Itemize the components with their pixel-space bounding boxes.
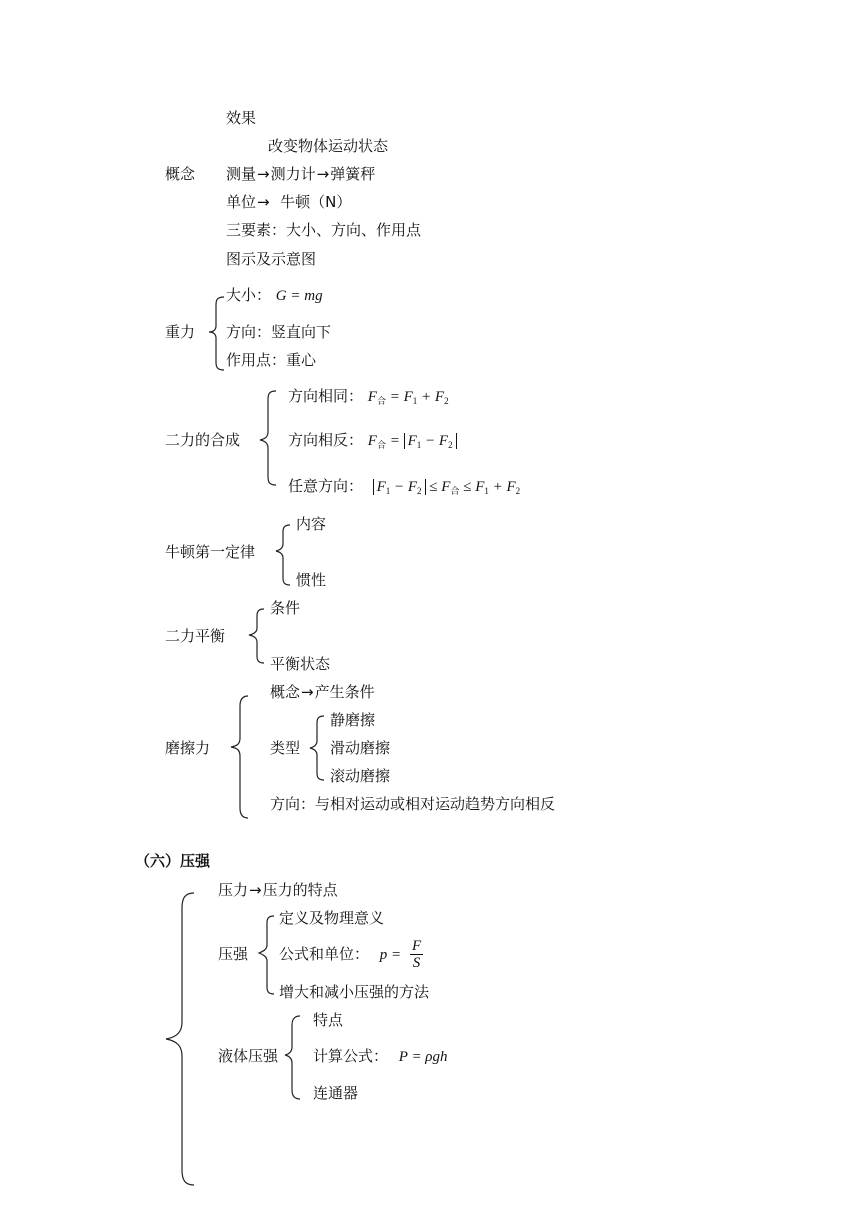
equilibrium-label: 二力平衡 [165, 627, 226, 645]
friction-concept-line [270, 683, 375, 701]
gravity-formula: G = mg [275, 288, 323, 304]
formula-opposite: $F_合 = F_1 - F_2$ [368, 433, 457, 449]
unit-label: 单位 [226, 193, 257, 211]
pressure-formula-lhs: p = [379, 947, 402, 963]
any-direction-label: 任意方向： [288, 477, 364, 495]
pressure-label: 压强 [218, 945, 249, 963]
gravity-size [226, 286, 323, 305]
friction-condition: 产生条件 [314, 683, 375, 701]
arrow-right-icon: → [249, 881, 262, 899]
fraction-numerator: F [411, 938, 422, 954]
arrow-right-icon: → [301, 683, 314, 701]
gravity-label: 重力 [165, 323, 196, 341]
measure-example: 弹簧秤 [330, 165, 376, 183]
effect-label: 效果 [226, 109, 257, 127]
pressure-formula-line [279, 936, 423, 973]
equilibrium-condition: 条件 [270, 599, 301, 617]
arrow-right-icon: → [257, 193, 270, 211]
composition-label: 二力的合成 [165, 431, 241, 449]
opposite-direction-line [288, 431, 457, 454]
formula-same: $F_合 = F_1 + F_2$ [367, 389, 449, 406]
concept-label: 概念 [165, 165, 196, 183]
equilibrium-state: 平衡状态 [270, 655, 331, 673]
brace-friction-type [310, 716, 324, 780]
liquid-formula: P = ρgh [398, 1049, 448, 1065]
pressure-formula-label: 公式和单位： [279, 945, 370, 963]
any-direction-line [288, 477, 520, 500]
formula-any: $F_1 - F_2 \le F_合 \le F_1 + F_2$ [373, 479, 521, 495]
friction-sliding: 滑动磨擦 [330, 739, 391, 757]
pressure-section-heading: （六）压强 [135, 852, 211, 870]
same-direction-line [288, 387, 449, 410]
pressure-force-feature: 压力的特点 [262, 881, 338, 899]
pressure-force-label: 压力 [218, 881, 249, 899]
brace-newton [276, 525, 290, 585]
pressure-definition: 定义及物理意义 [279, 909, 385, 927]
brace-equilibrium [249, 609, 264, 663]
measure-tool: 测力计 [270, 165, 316, 183]
same-direction-label: 方向相同： [288, 387, 364, 405]
newton-inertia: 惯性 [296, 571, 327, 589]
fraction-denominator: S [412, 955, 421, 971]
friction-rolling: 滚动磨擦 [330, 767, 391, 785]
pressure-change-methods: 增大和减小压强的方法 [279, 983, 430, 1001]
measure-label: 测量 [226, 165, 257, 183]
friction-type-label: 类型 [270, 739, 301, 757]
gravity-point: 作用点：重心 [226, 351, 317, 369]
friction-label: 磨擦力 [165, 739, 211, 757]
arrow-right-icon: → [257, 165, 270, 183]
brace-friction [231, 696, 248, 818]
liquid-connector: 连通器 [313, 1084, 359, 1102]
friction-direction: 方向：与相对运动或相对运动趋势方向相反 [270, 795, 556, 813]
diagram-item: 图示及示意图 [226, 250, 317, 268]
measure-line [226, 165, 375, 183]
brace-pressure [259, 916, 274, 994]
gravity-direction: 方向：竖直向下 [226, 323, 332, 341]
arrow-right-icon: → [316, 165, 330, 183]
liquid-formula-label: 计算公式： [313, 1047, 389, 1065]
liquid-feature: 特点 [313, 1011, 344, 1029]
pressure-fraction [410, 938, 423, 971]
gravity-size-label: 大小： [226, 286, 272, 304]
friction-concept: 概念 [270, 683, 301, 701]
brace-composition [260, 391, 276, 485]
opposite-direction-label: 方向相反： [288, 431, 364, 449]
friction-static: 静磨擦 [330, 711, 376, 729]
brace-gravity [209, 297, 224, 370]
unit-value: 牛顿（N） [280, 193, 352, 211]
newton-first-label: 牛顿第一定律 [165, 543, 256, 561]
liquid-formula-line [313, 1047, 448, 1066]
pressure-force-line [218, 881, 338, 899]
newton-content: 内容 [296, 515, 327, 533]
unit-line [226, 193, 351, 211]
brace-pressure-section [166, 893, 194, 1185]
three-elements: 三要素：大小、方向、作用点 [226, 221, 422, 239]
effect-item: 改变物体运动状态 [268, 137, 389, 155]
liquid-pressure-label: 液体压强 [218, 1047, 279, 1065]
brace-liquid-pressure [285, 1016, 300, 1099]
